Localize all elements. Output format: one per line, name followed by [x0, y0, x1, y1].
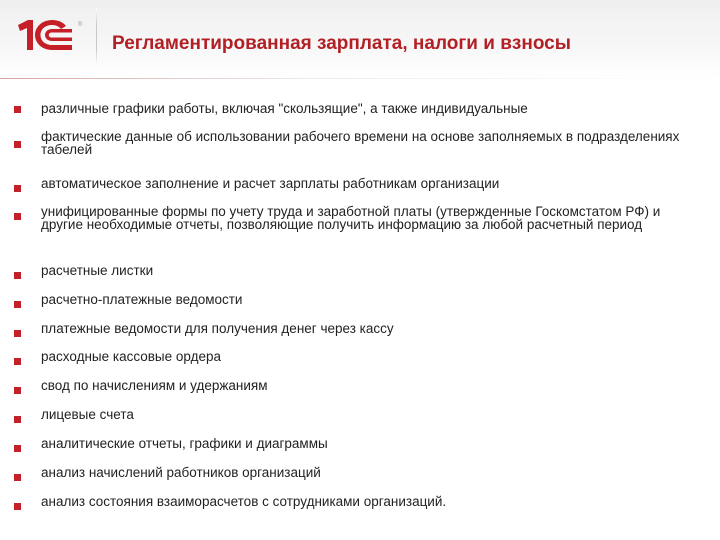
list-item-text: анализ состояния взаиморасчетов с сотрудниками организаций.	[41, 494, 447, 509]
list-item-text: расчетно-платежные ведомости	[41, 292, 243, 307]
square-bullet-icon	[14, 387, 21, 394]
list-item-text: аналитические отчеты, графики и диаграммы	[41, 436, 328, 451]
list-item-text: платежные ведомости для получения денег через кассу	[41, 321, 394, 336]
square-bullet-icon	[14, 141, 21, 148]
list-item-text: различные графики работы, включая "скользящие", а также индивидуальные	[41, 101, 528, 116]
list-item-text: свод по начислениям и удержаниям	[41, 378, 268, 393]
square-bullet-icon	[14, 272, 21, 279]
square-bullet-icon	[14, 358, 21, 365]
square-bullet-icon	[14, 106, 21, 113]
square-bullet-icon	[14, 416, 21, 423]
list-item-text: автоматическое заполнение и расчет зарплаты работникам организации	[41, 176, 500, 191]
list-item-text: унифицированные формы по учету труда и заработной платы (утвержденные Госкомстатом РФ) и другие необходимые отчеты, позволяющие получить информацию за любой расчетный период	[41, 204, 661, 232]
square-bullet-icon	[14, 213, 21, 220]
square-bullet-icon	[14, 474, 21, 481]
square-bullet-icon	[14, 330, 21, 337]
list-item-text: лицевые счета	[41, 407, 134, 422]
list-item-text: расчетные листки	[41, 263, 154, 278]
square-bullet-icon	[14, 445, 21, 452]
square-bullet-icon	[14, 503, 21, 510]
registered-mark: ®	[78, 22, 83, 28]
square-bullet-icon	[14, 185, 21, 192]
page-title: Регламентированная зарплата, налоги и взносы	[112, 33, 571, 54]
list-item-text: фактические данные об использовании рабочего времени на основе заполняемых в подразделениях табелей	[41, 129, 680, 157]
list-item-text: анализ начислений работников организаций	[41, 465, 321, 480]
square-bullet-icon	[14, 301, 21, 308]
list-item-text: расходные кассовые ордера	[41, 349, 221, 364]
